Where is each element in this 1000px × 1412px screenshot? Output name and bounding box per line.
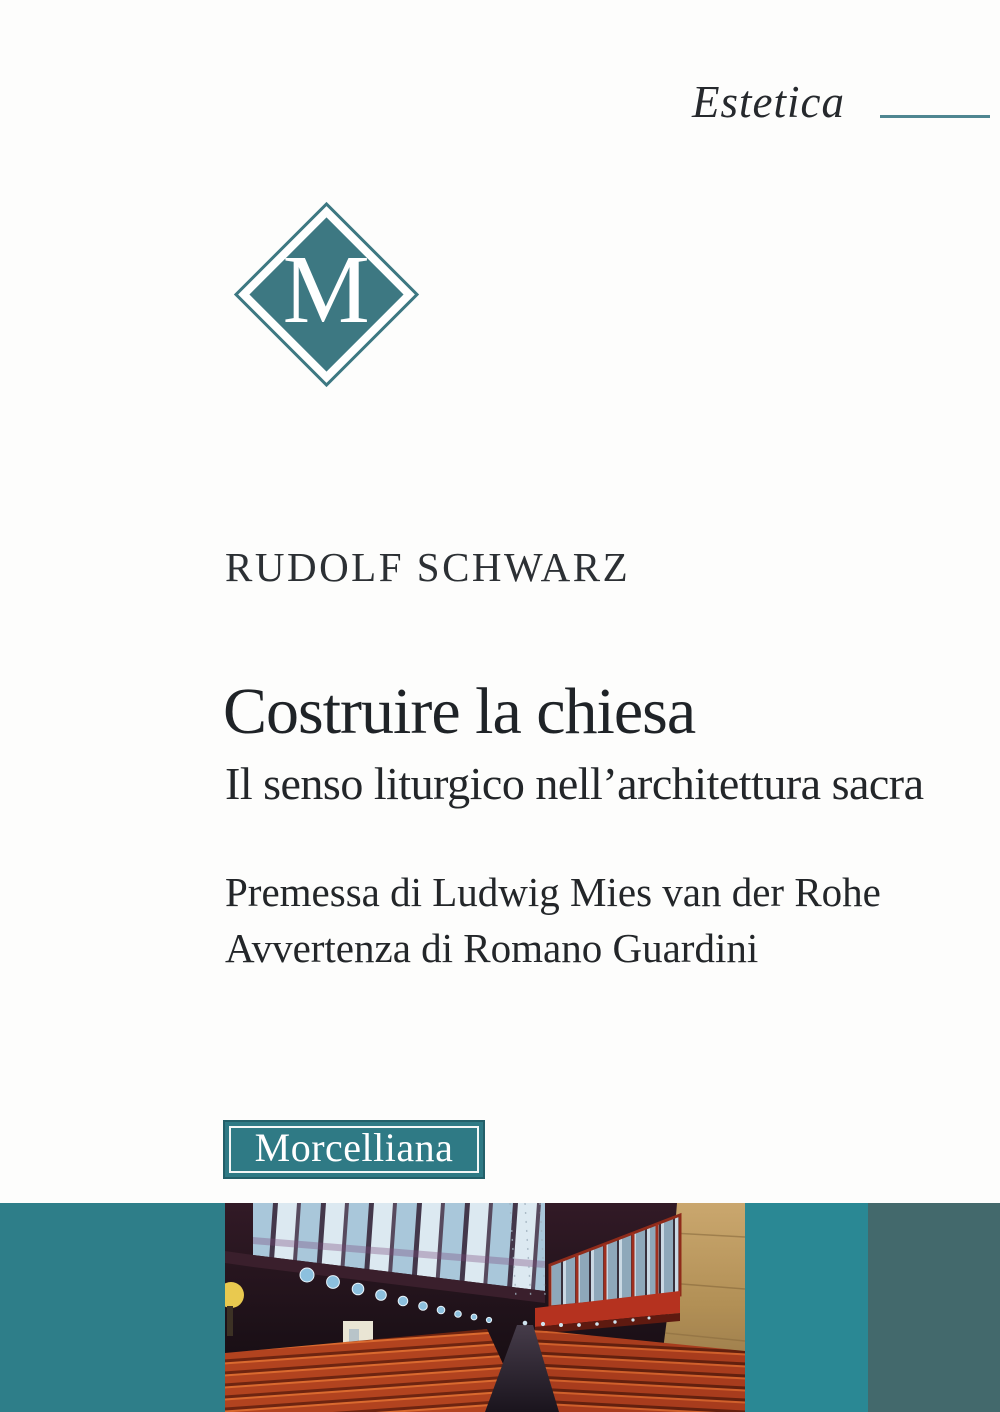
contributor-lines [225,864,881,976]
publisher-logo-core [249,217,403,371]
bottom-band [0,1203,1000,1412]
author-name: RUDOLF SCHWARZ [225,544,631,590]
church-interior-photo [225,1203,745,1412]
contributor-line-avvertenza: Avvertenza di Romano Guardini [225,925,759,971]
church-interior-illustration [225,1203,745,1412]
band-bright-block [745,1203,868,1412]
publisher-name: Morcelliana [254,1125,454,1170]
publisher-banner [223,1120,485,1179]
publisher-logo-diamond [234,202,419,387]
left-lamp-post [227,1306,233,1336]
contributor-line-premessa: Premessa di Ludwig Mies van der Rohe [225,869,881,915]
band-dark-block [868,1203,1000,1412]
band-left-block [0,1203,225,1412]
publisher-banner-frame [229,1126,479,1173]
book-title: Costruire la chiesa [223,675,696,748]
series-rule [880,115,990,118]
series-label: Estetica [692,77,845,127]
book-subtitle: Il senso liturgico nell’architettura sacra [225,758,924,809]
publisher-logo-letter: M [282,235,371,344]
